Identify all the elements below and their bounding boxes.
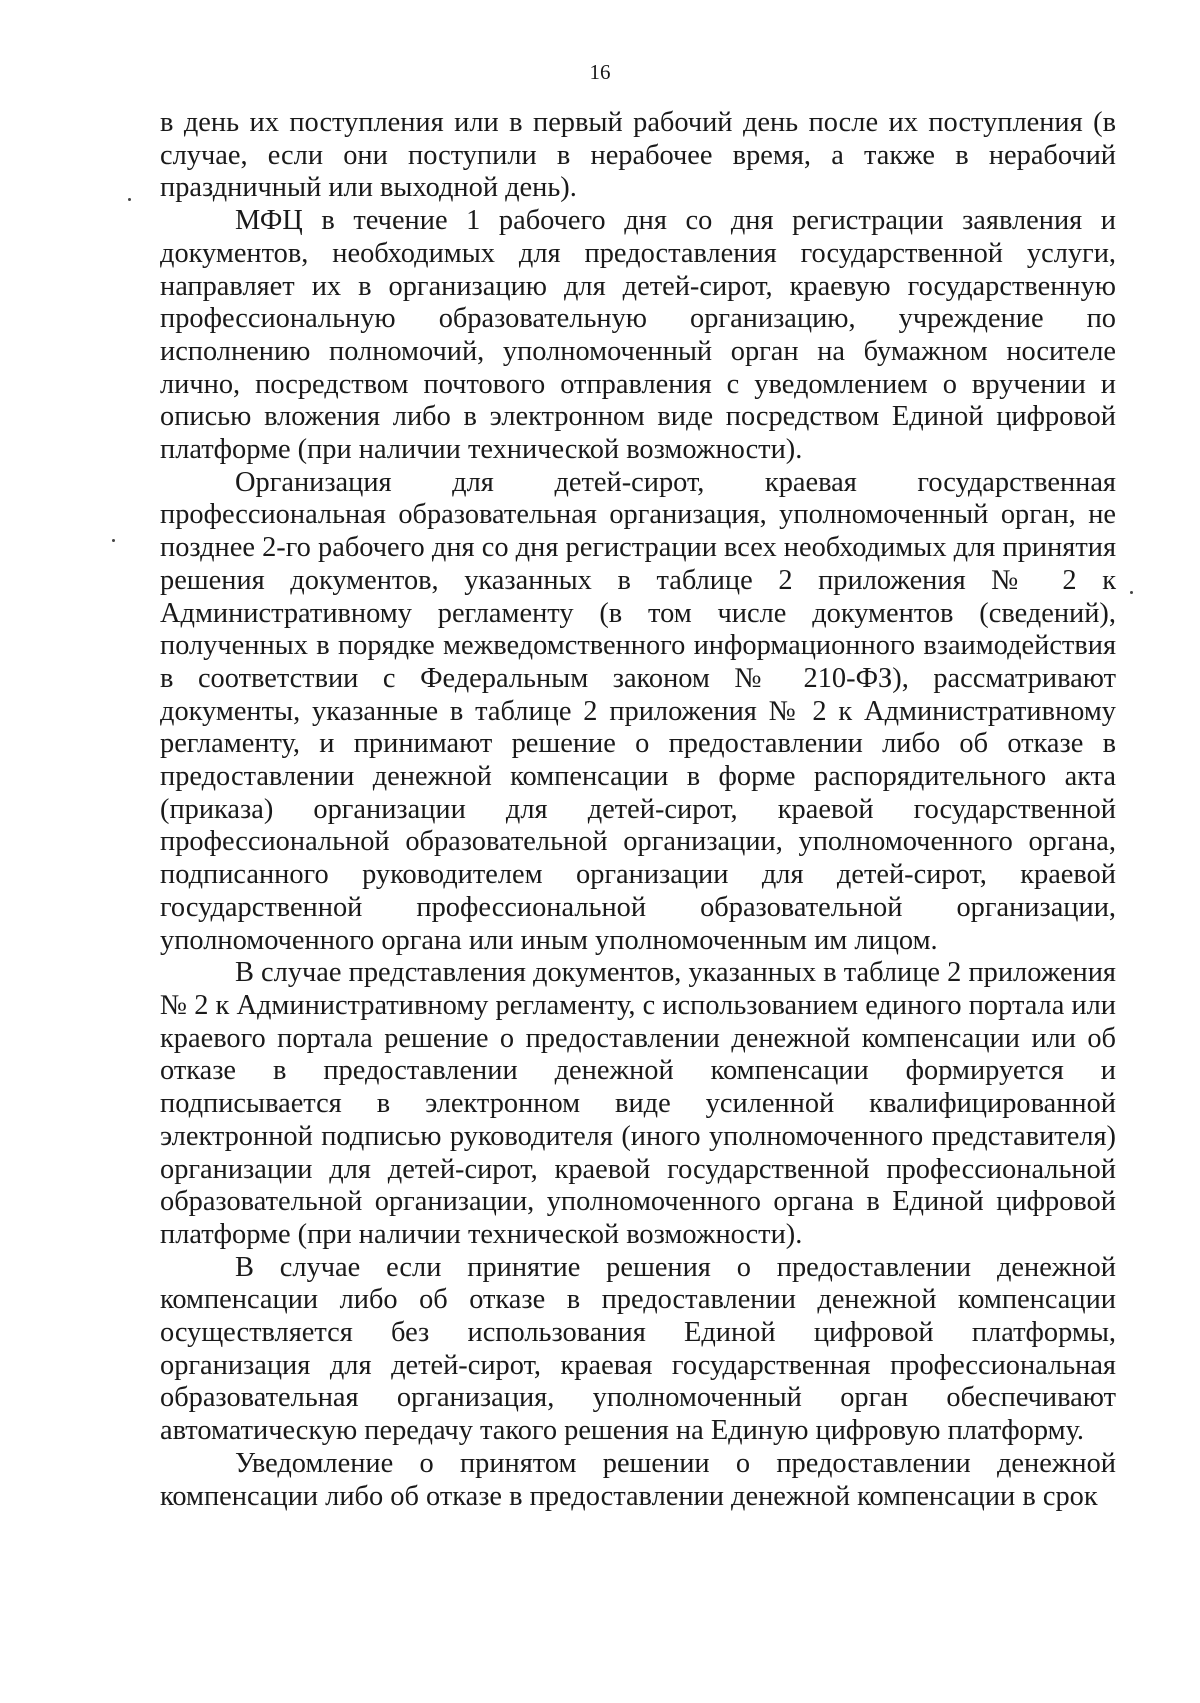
paragraph-decision-deadline: Организация для детей-сирот, краевая государственная профессиональная образовательная организация, уполномоченный орган, не позднее 2-го рабочего дня со дня регистрации всех необходимых для принятия решения документов, указанных в таблице 2 приложения № 2 к Административному регламенту (в том числе документов (сведений), полученных в порядке межведомственного информационного взаимодействия в соответствии с Федеральным законом № 210-ФЗ), рассматривают документы, указанные в таблице 2 приложения № 2 к Административному регламенту, и принимают решение о предоставлении либо об отказе в предоставлении денежной компенсации в форме распорядительного акта (приказа) организации для детей-сирот, краевой государственной профессиональной образовательной организации, уполномоченного органа, подписанного руководителем организации для детей-сирот, краевой государственной профессиональной образовательной организации, уполномоченного органа или иным уполномоченным им лицом. [160, 466, 1116, 956]
paragraph-platform-transfer: В случае если принятие решения о предоставлении денежной компенсации либо об отказе в предоставлении денежной компенсации осуществляется без использования Единой цифровой платформы, организация для детей-сирот, краевая государственная профессиональная образовательная организация, уполномоченный орган обеспечивают автоматическую передачу такого решения на Единую цифровую платформу. [160, 1251, 1116, 1447]
page-number: 16 [589, 60, 611, 84]
document-body [160, 107, 1116, 1513]
scan-speck [1130, 591, 1133, 594]
paragraph-notification: Уведомление о принятом решении о предоставлении денежной компенсации либо об отказе в предоставлении денежной компенсации в срок [160, 1447, 1116, 1512]
paragraph-electronic-signature: В случае представления документов, указанных в таблице 2 приложения № 2 к Административному регламенту, с использованием единого портала или краевого портала решение о предоставлении денежной компенсации или об отказе в предоставлении денежной компенсации формируется и подписывается в электронном виде усиленной квалифицированной электронной подписью руководителя (иного уполномоченного представителя) организации для детей-сирот, краевой государственной профессиональной образовательной организации, уполномоченного органа в Единой цифровой платформе (при наличии технической возможности). [160, 957, 1116, 1250]
scan-speck [112, 539, 115, 542]
paragraph-mfc-transfer: МФЦ в течение 1 рабочего дня со дня регистрации заявления и документов, необходимых для предоставления государственной услуги, направляет их в организацию для детей-сирот, краевую государственную профессиональную образовательную организацию, учреждение по исполнению полномочий, уполномоченный орган на бумажном носителе лично, посредством почтового отправления с уведомлением о вручении и описью вложения либо в электронном виде посредством Единой цифровой платформе (при наличии технической возможности). [160, 205, 1116, 466]
paragraph-continuation: в день их поступления или в первый рабочий день после их поступления (в случае, если они поступили в нерабочее время, а также в нерабочий праздничный или выходной день). [160, 107, 1116, 204]
scan-speck [128, 198, 131, 201]
